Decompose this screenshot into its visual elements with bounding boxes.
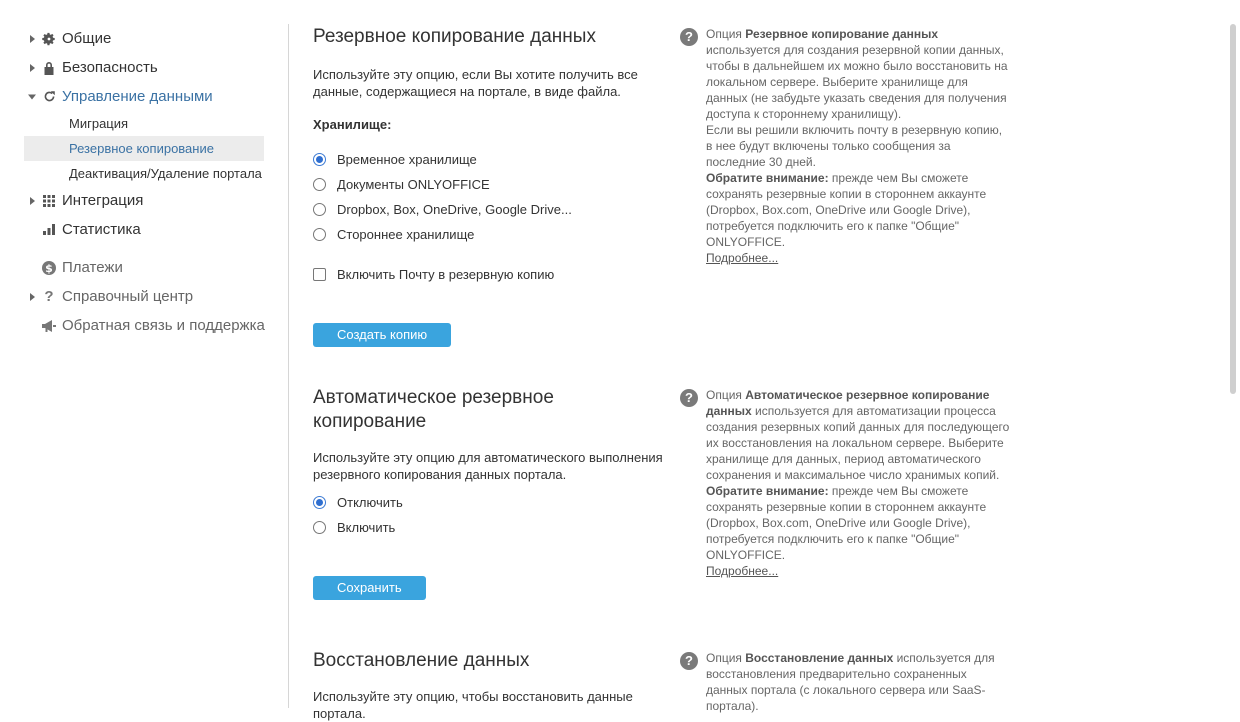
radio-button[interactable] (313, 228, 326, 241)
button-wrapper (313, 576, 673, 600)
question-icon: ? (44, 288, 54, 305)
auto-backup-description: Используйте эту опцию для автоматического выполнения резервного копирования данных портала. (313, 450, 663, 482)
sidebar-item-integration[interactable] (24, 186, 264, 215)
storage-option-third-party[interactable] (313, 222, 673, 247)
help-question-icon: ? (680, 28, 698, 46)
sidebar-item-statistics[interactable] (24, 215, 264, 244)
more-link[interactable]: Подробнее... (706, 251, 779, 265)
radio-label: Временное хранилище (337, 152, 477, 167)
sidebar-item-label: Безопасность (62, 59, 158, 76)
radio-label: Документы ONLYOFFICE (337, 177, 490, 192)
sidebar-item-payments[interactable] (24, 253, 264, 282)
lock-icon (41, 60, 57, 76)
help-text-bold: Резервное копирование данных (745, 27, 939, 41)
restore-description: Используйте эту опцию, чтобы восстановить данные портала. (313, 689, 633, 721)
sidebar-subitem-migration[interactable]: Миграция (69, 116, 129, 131)
expand-arrow-icon[interactable] (30, 64, 35, 72)
help-note-bold: Обратите внимание: (706, 171, 829, 185)
sidebar-item-label: Статистика (62, 221, 141, 238)
help-text: Опция (706, 388, 746, 402)
auto-backup-option-disable[interactable] (313, 490, 673, 515)
include-mail-option[interactable] (313, 262, 673, 287)
sidebar-subitem-deactivation[interactable]: Деактивация/Удаление портала (69, 166, 262, 181)
create-backup-button[interactable]: Создать копию (313, 323, 451, 347)
radio-label: Dropbox, Box, OneDrive, Google Drive... (337, 202, 572, 217)
radio-button[interactable] (313, 496, 326, 509)
grid-icon (41, 193, 57, 209)
sidebar-item-help-center[interactable] (24, 282, 264, 311)
radio-button[interactable] (313, 521, 326, 534)
storage-label: Хранилище: (313, 117, 392, 132)
auto-backup-help-text (706, 387, 1010, 579)
more-link[interactable]: Подробнее... (706, 564, 779, 578)
auto-backup-option-enable[interactable] (313, 515, 673, 540)
radio-label: Отключить (337, 495, 403, 510)
restore-help (680, 650, 1010, 714)
sidebar-item-label: Управление данными (62, 88, 213, 105)
sidebar-subitem-backup[interactable]: Резервное копирование (24, 136, 264, 161)
refresh-icon (41, 89, 57, 105)
include-mail-checkbox[interactable] (313, 268, 326, 281)
help-text: Опция (706, 27, 746, 41)
expand-arrow-icon[interactable] (30, 293, 35, 301)
help-question-icon: ? (680, 652, 698, 670)
bar-chart-icon (41, 222, 57, 238)
help-text: используется для создания резервной копии данных, чтобы в дальнейшем их можно было восстановить на локальном сервере. Выберите хранилище для данных (не забудьте указать сведения для получения доступа к стороннему хранилищу). (706, 43, 1008, 121)
radio-label: Стороннее хранилище (337, 227, 475, 242)
restore-section (313, 649, 673, 722)
radio-label: Включить (337, 520, 396, 535)
help-note-bold: Обратите внимание: (706, 484, 829, 498)
sidebar-item-label: Интеграция (62, 192, 144, 209)
sidebar-item-security[interactable] (24, 53, 264, 82)
collapse-arrow-icon[interactable] (28, 94, 36, 99)
auto-backup-help (680, 387, 1010, 579)
help-text: Опция (706, 651, 746, 665)
radio-button[interactable] (313, 153, 326, 166)
help-text: Если вы решили включить почту в резервную копию, в нее будут включены только сообщения за последние 30 дней. (706, 123, 1003, 169)
dollar-icon (41, 260, 57, 276)
sidebar-item-label: Справочный центр (62, 288, 194, 305)
help-text-bold: Автоматическое резервное копирование данных (706, 388, 990, 418)
checkbox-label: Включить Почту в резервную копию (337, 267, 555, 282)
storage-option-documents[interactable] (313, 172, 673, 197)
restore-title: Восстановление данных (313, 650, 530, 671)
sidebar-gap (24, 244, 264, 253)
help-note-text: прежде чем Вы сможете сохранять резервные копии в стороннем аккаунте (Dropbox, Box.com, OneDrive или Google Drive), потребуется подключить его к папке "Общие" ONLYOFFICE. (706, 484, 987, 562)
help-question-icon: ? (680, 389, 698, 407)
page-scrollbar[interactable] (1230, 24, 1236, 394)
auto-backup-options (313, 490, 673, 540)
backup-section (313, 25, 673, 347)
sidebar-item-data-management[interactable] (24, 82, 264, 111)
storage-options (313, 147, 673, 247)
help-text: используется для автоматизации процесса создания резервных копий данных для последующего их восстановления на локальном сервере. Выберите хранилище для данных, период автоматического сохранения и максимальное число хранимых копий. (706, 404, 1010, 482)
sidebar (24, 24, 264, 340)
backup-title: Резервное копирование данных (313, 26, 596, 47)
auto-backup-section (313, 386, 673, 600)
restore-help-text (706, 650, 1010, 714)
backup-help-text (706, 26, 1010, 266)
button-wrapper (313, 323, 673, 347)
megaphone-icon (41, 318, 57, 334)
backup-description: Используйте эту опцию, если Вы хотите получить все данные, содержащиеся на портале, в виде файла. (313, 67, 638, 99)
expand-arrow-icon[interactable] (30, 197, 35, 205)
radio-button[interactable] (313, 178, 326, 191)
backup-help (680, 26, 1010, 266)
help-note-text: прежде чем Вы сможете сохранять резервные копии в стороннем аккаунте (Dropbox, Box.com, OneDrive или Google Drive), потребуется подключить его к папке "Общие" ONLYOFFICE. (706, 171, 987, 249)
sidebar-item-feedback[interactable] (24, 311, 264, 340)
radio-button[interactable] (313, 203, 326, 216)
help-text-bold: Восстановление данных (745, 651, 894, 665)
expand-arrow-icon[interactable] (30, 35, 35, 43)
sidebar-item-general[interactable] (24, 24, 264, 53)
sidebar-item-label: Общие (62, 30, 112, 47)
auto-backup-title: Автоматическое резервное копирование (313, 387, 554, 432)
gear-icon (41, 31, 57, 47)
svg-text:$: $ (45, 261, 53, 275)
storage-option-cloud[interactable] (313, 197, 673, 222)
sidebar-item-label: Обратная связь и поддержка (62, 317, 265, 334)
storage-option-temporary[interactable] (313, 147, 673, 172)
help-text: используется для восстановления предварительно сохраненных данных портала (с локального сервера или SaaS-портала). (706, 651, 995, 713)
sidebar-divider (288, 24, 289, 708)
sidebar-item-label: Платежи (62, 259, 123, 276)
save-button[interactable]: Сохранить (313, 576, 426, 600)
